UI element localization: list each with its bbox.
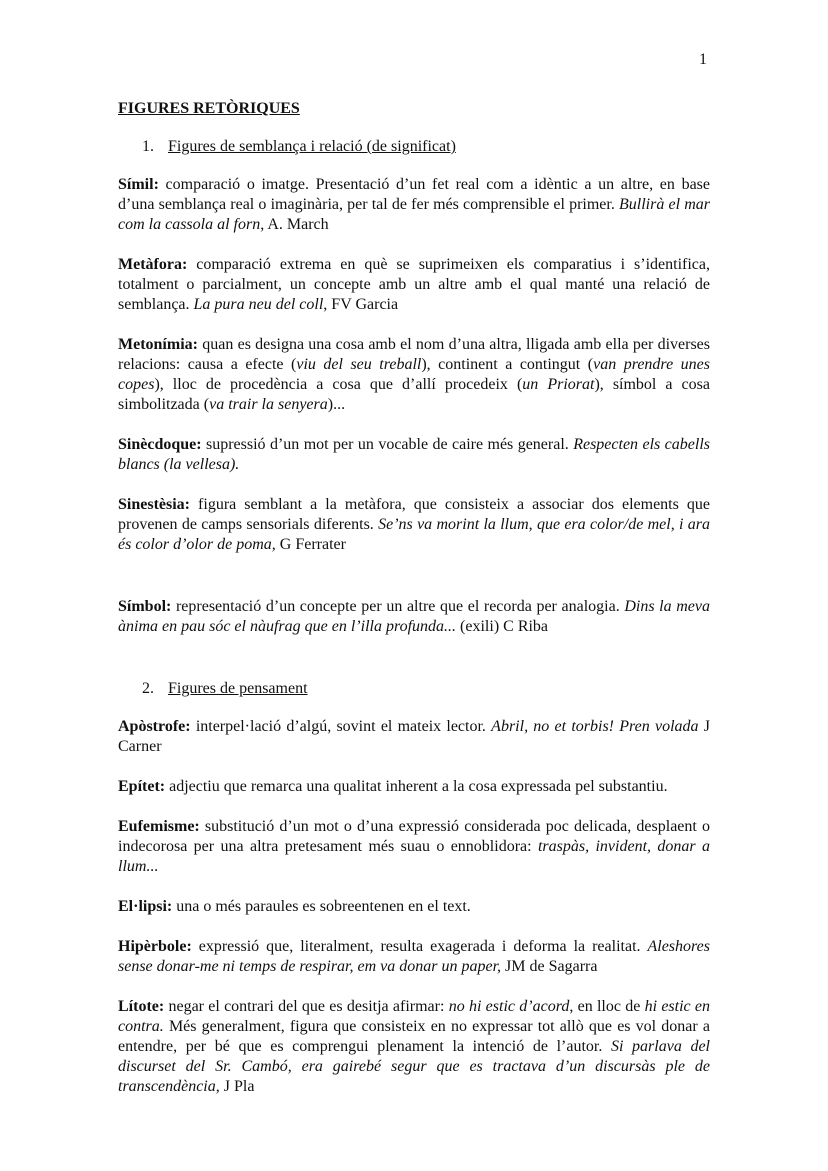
definition-entry xyxy=(118,997,710,1097)
definition-text: J Carner xyxy=(118,718,711,755)
example-text: van prendre unes copes xyxy=(118,356,710,393)
definition-text: G Ferrater xyxy=(275,536,346,553)
definition-text: expressió que, literalment, resulta exagerada i deforma la realitat. xyxy=(191,938,648,955)
definition-text: , A. March xyxy=(260,216,329,233)
example-text: hi estic en contra. xyxy=(118,998,711,1035)
section-title: Figures de semblança i relació (de significat) xyxy=(168,138,456,155)
definition-text: ), continent a contingut ( xyxy=(421,356,594,373)
section-title: Figures de pensament xyxy=(168,680,308,697)
definition-entry xyxy=(118,817,710,877)
definition-entry xyxy=(118,435,710,475)
example-text: Abril, no et torbis! Pren volada xyxy=(491,718,699,735)
term-label: El·lipsi: xyxy=(118,898,173,915)
section-number: 1. xyxy=(142,138,154,155)
term-label: Hipèrbole: xyxy=(118,938,192,955)
section-heading-2 xyxy=(142,679,710,699)
term-label: Metonímia: xyxy=(118,336,198,353)
definition-entry xyxy=(118,937,710,977)
example-text: un Priorat xyxy=(522,376,595,393)
definition-entry xyxy=(118,717,710,757)
definition-text: quan es designa una cosa amb el nom d’una altra, lligada amb ella per diverses relacions: causa a efecte ( xyxy=(118,336,710,373)
term-label: Lítote: xyxy=(118,998,165,1015)
definition-entry xyxy=(118,897,710,917)
example-text: Se’ns va morint la llum, que era color/de mel, i ara és color d’olor de poma, xyxy=(118,516,710,553)
section-1-entries xyxy=(118,175,710,637)
example-text: no hi estic d’acord xyxy=(448,998,570,1015)
example-text: Si parlava del discurset del Sr. Cambó, era gairebé segur que es tractava d’un discursàs ple de transcendència, xyxy=(118,1038,711,1095)
term-label: Epítet: xyxy=(118,778,166,795)
term-label: Símil: xyxy=(118,176,159,193)
definition-entry xyxy=(118,175,710,235)
example-text: va trair la senyera xyxy=(209,396,328,413)
page-title: FIGURES RETÒRIQUES xyxy=(118,100,300,117)
definition-text: negar el contrari del que es desitja afirmar: xyxy=(164,998,449,1015)
term-label: Apòstrofe: xyxy=(118,718,191,735)
definition-text: supressió d’un mot per un vocable de caire més general. xyxy=(201,436,574,453)
definition-text: ), lloc de procedència a cosa que d’allí procedeix ( xyxy=(154,376,523,393)
definition-text: figura semblant a la metàfora, que consisteix a associar dos elements que provenen de camps sensorials diferents. xyxy=(118,496,710,533)
definition-text: J Pla xyxy=(219,1078,255,1095)
term-label: Sinècdoque: xyxy=(118,436,202,453)
example-text: Dins la meva ànima en pau sóc el nàufrag que en l’illa profunda... xyxy=(118,598,710,635)
definition-text: , en lloc de xyxy=(569,998,645,1015)
definition-entry xyxy=(118,255,710,315)
example-text: Bullirà el mar com la cassola al forn xyxy=(118,196,711,233)
definition-entry xyxy=(118,777,710,797)
section-2-entries xyxy=(118,717,710,1097)
definition-entry xyxy=(118,335,710,415)
term-label: Eufemisme: xyxy=(118,818,200,835)
definition-text: (exili) C Riba xyxy=(456,618,549,635)
term-label: Metàfora: xyxy=(118,256,188,273)
definition-text: substitució d’un mot o d’una expressió considerada poc delicada, desplaent o indecorosa per una altra pretesament més suau o ennoblidora: xyxy=(118,818,710,855)
definition-text: una o més paraules es sobreentenen en el text. xyxy=(172,898,471,915)
page-number: 1 xyxy=(699,51,707,68)
section-heading-1 xyxy=(142,137,710,157)
section-number: 2. xyxy=(142,680,154,697)
definition-entry xyxy=(118,597,710,637)
example-text: La pura neu del coll xyxy=(193,296,324,313)
definition-text: ), símbol a cosa simbolitzada ( xyxy=(118,376,710,413)
definition-text: representació d’un concepte per un altre que el recorda per analogia. xyxy=(171,598,625,615)
example-text: viu del seu treball xyxy=(296,356,422,373)
term-label: Sinestèsia: xyxy=(118,496,190,513)
document-body xyxy=(118,99,710,1117)
definition-text: Més generalment, figura que consisteix en no expressar tot allò que es vol donar a entendre, per bé que es comprengui plenament la intenció de l’autor. xyxy=(118,1018,710,1055)
definition-text: )... xyxy=(327,396,346,413)
definition-text: interpel·lació d’algú, sovint el mateix lector. xyxy=(190,718,492,735)
definition-text: comparació o imatge. Presentació d’un fet real com a idèntic a un altre, en base d’una semblança real o imaginària, per tal de fer més comprensible el primer. xyxy=(118,176,710,213)
term-label: Símbol: xyxy=(118,598,172,615)
example-text: Respecten els cabells blancs (la vellesa). xyxy=(118,436,710,473)
example-text: traspàs, invident, donar a llum... xyxy=(118,838,711,875)
definition-text: adjectiu que remarca una qualitat inherent a la cosa expressada pel substantiu. xyxy=(165,778,668,795)
example-text: Aleshores sense donar-me ni temps de respirar, em va donar un paper, xyxy=(118,938,710,975)
definition-text: JM de Sagarra xyxy=(501,958,598,975)
definition-text: comparació extrema en què se suprimeixen els comparatius i s’identifica, totalment o parcialment, un concepte amb un altre amb el qual manté una relació de semblança. xyxy=(118,256,710,313)
definition-text: , FV Garcia xyxy=(323,296,399,313)
definition-entry xyxy=(118,495,710,555)
